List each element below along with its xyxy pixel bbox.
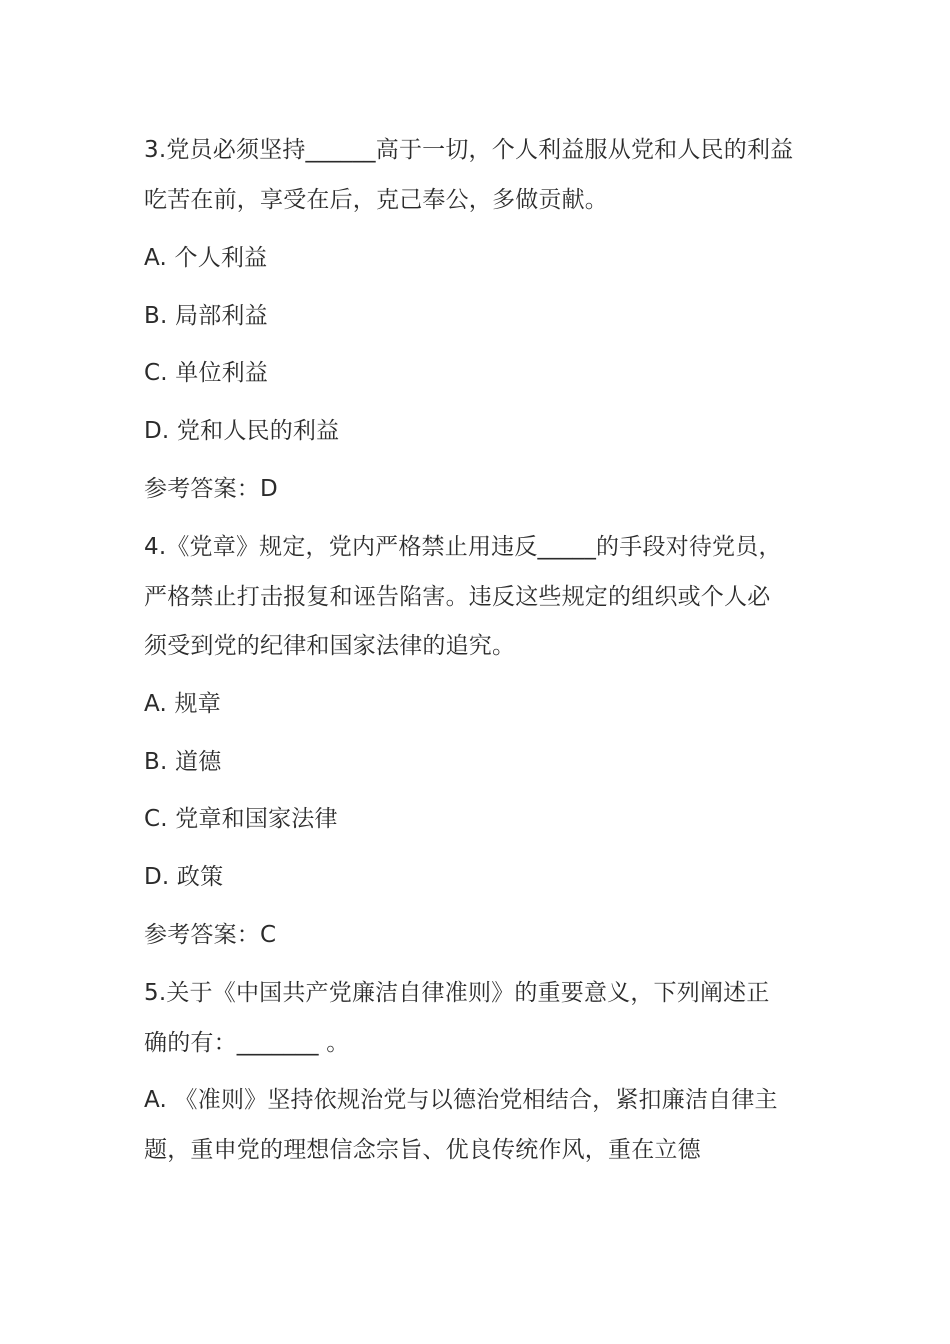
question-4-option-b: B. 道德 [144, 749, 222, 775]
question-4-answer: 参考答案：C [144, 922, 277, 948]
question-4-option-c: C. 党章和国家法律 [144, 806, 338, 832]
question-5-option-a-line-1: A. 《准则》坚持依规治党与以德治党相结合，紧扣廉洁自律主 [144, 1087, 778, 1113]
question-4-option-d: D. 政策 [144, 864, 224, 890]
question-4-option-a: A. 规章 [144, 691, 221, 717]
question-3-stem-line-1: 3.党员必须坚持______高于一切，个人利益服从党和人民的利益 [144, 137, 794, 163]
question-3-stem-line-2: 吃苦在前，享受在后，克己奉公，多做贡献。 [144, 187, 608, 213]
question-3-option-d: D. 党和人民的利益 [144, 418, 340, 444]
question-5-option-a-line-2: 题，重申党的理想信念宗旨、优良传统作风，重在立德 [144, 1137, 701, 1163]
question-3-option-c: C. 单位利益 [144, 360, 269, 386]
question-4-stem-line-3: 须受到党的纪律和国家法律的追究。 [144, 633, 516, 659]
question-4-stem-line-2: 严格禁止打击报复和诬告陷害。违反这些规定的组织或个人必 [144, 584, 771, 610]
question-4-stem-line-1: 4.《党章》规定，党内严格禁止用违反_____的手段对待党员， [144, 534, 782, 560]
question-3-option-a: A. 个人利益 [144, 245, 268, 271]
question-5-stem-line-2: 确的有：_______ 。 [144, 1030, 350, 1056]
question-3-option-b: B. 局部利益 [144, 303, 268, 329]
question-5-stem-line-1: 5.关于《中国共产党廉洁自律准则》的重要意义，下列阐述正 [144, 980, 770, 1006]
question-3-answer: 参考答案：D [144, 476, 278, 502]
